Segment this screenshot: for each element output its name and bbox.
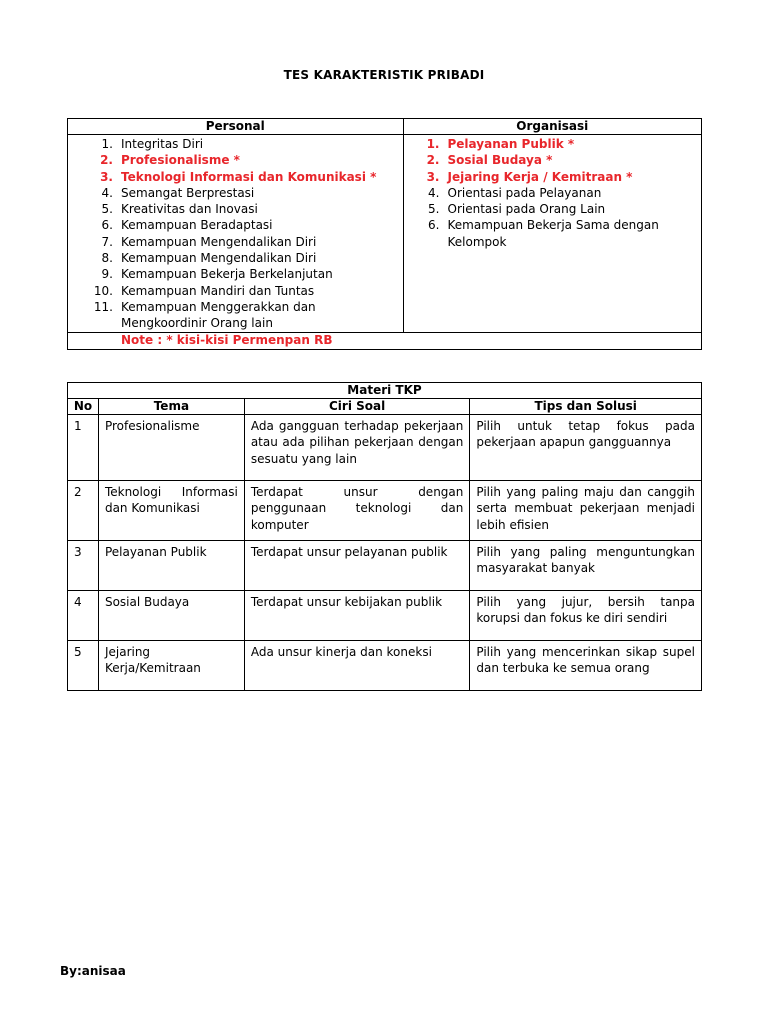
- personal-item: [68, 185, 403, 201]
- organisasi-item: [404, 185, 702, 201]
- personal-item: [68, 201, 403, 217]
- row-tema: Sosial Budaya: [98, 591, 244, 641]
- personal-header: Personal: [68, 119, 404, 135]
- materi-header-row: [68, 399, 702, 415]
- table-row: [68, 541, 702, 591]
- organisasi-item-label: Sosial Budaya *: [447, 153, 553, 168]
- row-number: 2: [68, 481, 99, 541]
- header-ciri-soal: Ciri Soal: [244, 399, 470, 415]
- organisasi-item: [404, 201, 702, 217]
- row-number: 1: [68, 415, 99, 481]
- karakteristik-header-row: [68, 119, 702, 135]
- organisasi-item-number: 2.: [426, 153, 440, 168]
- document-title: TES KARAKTERISTIK PRIBADI: [283, 68, 485, 82]
- personal-item-label: Kemampuan Mengendalikan Diri: [121, 251, 317, 266]
- row-number: 4: [68, 591, 99, 641]
- personal-item-label: Kemampuan Bekerja Berkelanjutan: [121, 267, 333, 282]
- organisasi-cell: [403, 135, 702, 333]
- organisasi-item-label: Pelayanan Publik *: [447, 137, 575, 151]
- personal-item: [68, 152, 403, 168]
- header-tips-solusi: Tips dan Solusi: [470, 399, 702, 415]
- table-row: [68, 591, 702, 641]
- row-tips-solusi: Pilih yang paling menguntungkan masyarakat banyak: [470, 541, 702, 591]
- personal-item-number: 2.: [100, 153, 113, 168]
- organisasi-item-label: Kemampuan Bekerja Sama dengan Kelompok: [447, 218, 659, 249]
- personal-item-label: Kemampuan Mandiri dan Tuntas: [121, 283, 315, 298]
- table-row: [68, 641, 702, 691]
- row-tips-solusi: Pilih untuk tetap fokus pada pekerjaan apapun gangguannya: [470, 415, 702, 481]
- header-no: No: [68, 399, 99, 415]
- row-tema: Jejaring Kerja/Kemitraan: [98, 641, 244, 691]
- personal-item-label: Teknologi Informasi dan Komunikasi *: [121, 169, 377, 184]
- organisasi-item-number: 6.: [428, 218, 440, 233]
- row-tips-solusi: Pilih yang jujur, bersih tanpa korupsi dan fokus ke diri sendiri: [470, 591, 702, 641]
- personal-item-number: 7.: [101, 234, 113, 249]
- note-row: [68, 332, 702, 349]
- personal-list: [68, 136, 403, 332]
- personal-cell: [68, 135, 404, 333]
- personal-item: [68, 234, 403, 250]
- materi-caption-row: [68, 383, 702, 399]
- organisasi-header: Organisasi: [403, 119, 702, 135]
- table-row: [68, 481, 702, 541]
- organisasi-item-number: 3.: [426, 169, 440, 184]
- row-number: 3: [68, 541, 99, 591]
- personal-item-label: Profesionalisme *: [121, 153, 240, 168]
- row-tips-solusi: Pilih yang paling maju dan canggih serta membuat pekerjaan menjadi lebih efisien: [470, 481, 702, 541]
- footer-author: By:anisaa: [60, 964, 126, 978]
- karakteristik-table: [67, 118, 702, 350]
- personal-item-number: 8.: [101, 251, 113, 266]
- karakteristik-list-row: [68, 135, 702, 333]
- personal-item: [68, 136, 403, 152]
- row-ciri-soal: Terdapat unsur dengan penggunaan teknologi dan komputer: [244, 481, 470, 541]
- personal-item-number: 9.: [101, 267, 113, 282]
- personal-item-number: 10.: [93, 283, 113, 298]
- personal-item-label: Kemampuan Mengendalikan Diri: [121, 234, 317, 249]
- organisasi-item: [404, 152, 702, 168]
- personal-item-number: 3.: [100, 169, 113, 184]
- personal-item-label: Kreativitas dan Inovasi: [121, 202, 258, 217]
- row-tema: Pelayanan Publik: [98, 541, 244, 591]
- row-ciri-soal: Terdapat unsur kebijakan publik: [244, 591, 470, 641]
- personal-item-number: 1.: [101, 137, 113, 151]
- personal-item: [68, 217, 403, 233]
- personal-item-label: Semangat Berprestasi: [121, 185, 255, 200]
- personal-item: [68, 169, 403, 185]
- personal-item-label: Integritas Diri: [121, 137, 204, 151]
- organisasi-item-label: Jejaring Kerja / Kemitraan *: [447, 169, 633, 184]
- row-tema: Teknologi Informasi dan Komunikasi: [98, 481, 244, 541]
- note-text: Note : * kisi-kisi Permenpan RB: [68, 332, 702, 349]
- personal-item: [68, 299, 403, 332]
- organisasi-item-number: 4.: [428, 185, 440, 200]
- personal-item-label: Kemampuan Menggerakkan dan Mengkoordinir Orang lain: [121, 299, 316, 331]
- organisasi-item-label: Orientasi pada Pelayanan: [447, 185, 602, 200]
- row-tema: Profesionalisme: [98, 415, 244, 481]
- personal-item-number: 6.: [101, 218, 113, 233]
- personal-item-number: 5.: [101, 202, 113, 217]
- organisasi-item-number: 1.: [426, 137, 440, 151]
- header-tema: Tema: [98, 399, 244, 415]
- row-ciri-soal: Terdapat unsur pelayanan publik: [244, 541, 470, 591]
- personal-item-number: 4.: [101, 185, 113, 200]
- personal-item-label: Kemampuan Beradaptasi: [121, 218, 273, 233]
- personal-item: [68, 266, 403, 282]
- organisasi-item: [404, 169, 702, 185]
- materi-table: [67, 382, 702, 691]
- table-row: [68, 415, 702, 481]
- row-number: 5: [68, 641, 99, 691]
- organisasi-item: [404, 217, 702, 250]
- row-ciri-soal: Ada gangguan terhadap pekerjaan atau ada pilihan pekerjaan dengan sesuatu yang lain: [244, 415, 470, 481]
- organisasi-item-number: 5.: [428, 202, 440, 217]
- row-tips-solusi: Pilih yang mencerinkan sikap supel dan terbuka ke semua orang: [470, 641, 702, 691]
- organisasi-list: [404, 136, 702, 250]
- materi-body: [68, 415, 702, 691]
- organisasi-item-label: Orientasi pada Orang Lain: [447, 202, 606, 217]
- personal-item: [68, 250, 403, 266]
- personal-item: [68, 283, 403, 299]
- personal-item-number: 11.: [93, 299, 113, 314]
- materi-caption: Materi TKP: [68, 383, 702, 399]
- organisasi-item: [404, 136, 702, 152]
- row-ciri-soal: Ada unsur kinerja dan koneksi: [244, 641, 470, 691]
